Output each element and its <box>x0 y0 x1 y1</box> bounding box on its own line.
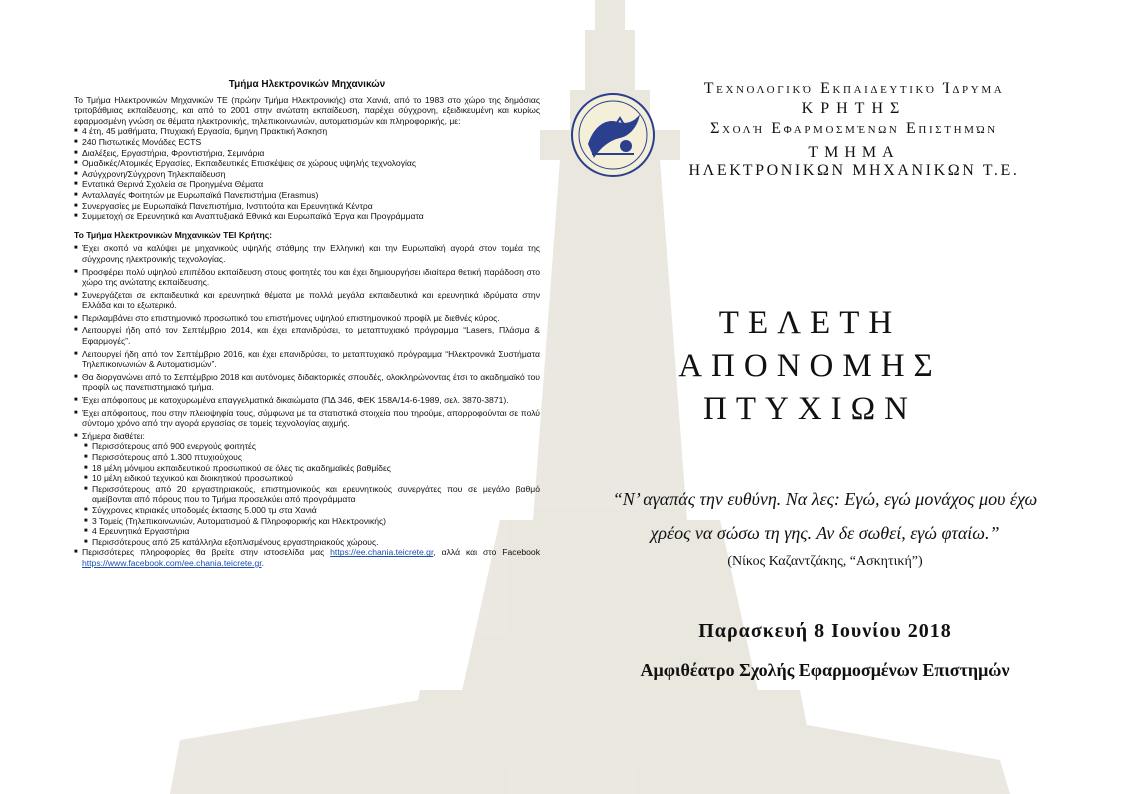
point-item: ■ Έχει απόφοιτους με κατοχυρωμένα επαγγελματικά δικαιώματα (ΠΔ 346, ΦΕΚ 158Α/14-6-1989, σελ. 3870-3871). <box>74 395 540 406</box>
point-item: ■ Προσφέρει πολύ υψηλού επιπέδου εκπαίδευση στους φοιτητές του και έχει δημιουργήσει ιδιαίτερα θετική παράδοση στο χώρο της ανώτατης εκπαίδευσης. <box>74 267 540 288</box>
point-item: ■ Λειτουργεί ήδη από τον Σεπτέμβριο 2014, και έχει επανιδρύσει, το μεταπτυχιακό πρόγραμμα “Lasers, Πλάσμα & Εφαρμογές”. <box>74 325 540 346</box>
feature-item: ■ Συνεργασίες με Ευρωπαϊκά Πανεπιστήμια, Ινστιτούτα και Ερευνητικά Κέντρα <box>74 201 540 212</box>
school-name: Σχολή Εφαρμοσμένων Επιστημών <box>710 120 998 137</box>
institution-header <box>654 80 1054 180</box>
today-item: ■ Περισσότερους από 900 ενεργούς φοιτητές <box>84 441 540 452</box>
ceremony-title <box>630 302 990 431</box>
institution-seal-icon <box>570 92 656 178</box>
today-label: ■ Σήμερα διαθέτει: <box>74 431 540 442</box>
features-list <box>74 126 540 221</box>
point-item: ■ Έχει σκοπό να καλύψει με μηχανικούς υψηλής στάθμης την Ελληνική και την Ευρωπαϊκή αγορά στον τομέα της σύγχρονης ηλεκτρονικής τεχνολογίας. <box>74 243 540 264</box>
quote-author: (Νίκος Καζαντζάκης, “Ασκητική”) <box>727 554 923 569</box>
event-venue: Αμφιθέατρο Σχολής Εφαρμοσμένων Επιστημών <box>640 660 1010 680</box>
point-item: ■ Λειτουργεί ήδη από τον Σεπτέμβριο 2016, και έχει επανιδρύσει, το μεταπτυχιακό πρόγραμμα “Ηλεκτρονικά Συστήματα Τηλεπικοινωνιών & Αυτοματισμών”. <box>74 349 540 370</box>
website-link[interactable]: https://ee.chania.teicrete.gr <box>330 547 434 558</box>
facebook-link[interactable]: https://www.facebook.com/ee.chania.teicrete.gr <box>82 557 262 568</box>
quote-line: χρέος να σώσω τη γης. Αν δε σωθεί, εγώ φταίω.” <box>650 523 1000 543</box>
feature-item: ■ Διαλέξεις, Εργαστήρια, Φροντιστήρια, Σεμινάρια <box>74 148 540 159</box>
department-name: ΗΛΕΚΤΡΟΝΙΚΩΝ ΜΗΧΑΝΙΚΩΝ Τ.Ε. <box>688 162 1020 179</box>
today-item: ■ 4 Ερευνητικά Εργαστήρια <box>84 526 540 537</box>
feature-item: ■ Εντατικά Θερινά Σχολεία σε Προηγμένα Θέματα <box>74 179 540 190</box>
department-info-column <box>74 80 540 569</box>
quote-line: “Ν’ αγαπάς την ευθύνη. Να λες: Εγώ, εγώ μονάχος μου έχω <box>612 489 1038 509</box>
more-info-list <box>74 547 540 568</box>
ceremony-line: ΤΕΛΕΤΗ <box>718 305 902 341</box>
today-list <box>84 441 540 547</box>
today-item: ■ Περισσότερους από 1.300 πτυχιούχους <box>84 452 540 463</box>
institution-region: ΚΡΗΤΗΣ <box>801 100 907 117</box>
today-item: ■ 3 Τομείς (Τηλεπικοινωνιών, Αυτοματισμού & Πληροφορικής και Ηλεκτρονικής) <box>84 516 540 527</box>
today-item: ■ Περισσότερους από 25 κατάλληλα εξοπλισμένους εργαστηριακούς χώρους. <box>84 537 540 548</box>
feature-item: ■ Ομαδικές/Ατομικές Εργασίες, Εκπαιδευτικές Επισκέψεις σε χώρους υψηλής τεχνολογίας <box>74 158 540 169</box>
feature-item: ■ 4 έτη, 45 μαθήματα, Πτυχιακή Εργασία, 6μηνη Πρακτική Άσκηση <box>74 126 540 137</box>
institution-name: Τεχνολογικό Εκπαιδευτικό Ίδρυμα <box>703 80 1005 97</box>
point-item: ■ Συνεργάζεται σε εκπαιδευτικά και ερευνητικά θέματα με πολλά μεγάλα εκπαιδευτικά και ερευνητικά ιδρύματα στην Ελλάδα και το εξωτερικό. <box>74 290 540 311</box>
feature-item: ■ Ανταλλαγές Φοιτητών με Ευρωπαϊκά Πανεπιστήμια (Erasmus) <box>74 190 540 201</box>
department-title: Τμήμα Ηλεκτρονικών Μηχανικών <box>228 79 386 90</box>
cover-column <box>570 0 1110 794</box>
quote <box>590 482 1060 550</box>
today-item: ■ 18 μέλη μόνιμου εκπαιδευτικού προσωπικού σε όλες τις ακαδημαϊκές βαθμίδες <box>84 463 540 474</box>
event-date: Παρασκευή 8 Ιουνίου 2018 <box>698 620 952 642</box>
points-list <box>74 243 540 441</box>
point-item: ■ Έχει απόφοιτους, που στην πλειοψηφία τους, σύμφωνα με τα στατιστικά στοιχεία που τηρούμε, απορροφούνται σε πολύ σύντομο χρόνο από την αγορά εργασίας σε τομείς τεχνολογίας αιχμής. <box>74 408 540 429</box>
department-intro: Το Τμήμα Ηλεκτρονικών Μηχανικών ΤΕ (πρώην Τμήμα Ηλεκτρονικής) στα Χανιά, από το 1983 στο χώρο της δημόσιας τριτοβάθμιας εκπαίδευσης, και από το 2001 στην ανώτατη εκπαίδευση, παρέχει σύγχρονη, εξειδικευμένη και κυρίως εφαρμοσμένη γνώση σε θέματα ηλεκτρονικής, τηλεπικοινωνιών, αυτοματισμών και πληροφορικής, με: <box>74 94 540 126</box>
today-item: ■ 10 μέλη ειδικού τεχνικού και διοικητικού προσωπικού <box>84 473 540 484</box>
today-item: ■ Σύγχρονες κτιριακές υποδομές έκτασης 5.000 τμ στα Χανιά <box>84 505 540 516</box>
feature-item: ■ Ασύγχρονη/Σύγχρονη Τηλεκπαίδευση <box>74 169 540 180</box>
feature-item: ■ 240 Πιστωτικές Μονάδες ECTS <box>74 137 540 148</box>
ceremony-line: ΠΤΥΧΙΩΝ <box>703 391 917 427</box>
point-item: ■ Θα διοργανώνει από το Σεπτέμβριο 2018 και αυτόνομες διδακτορικές σπουδές, ολοκληρώνοντας έτσι το ακαδημαϊκό του προφίλ ως πανεπιστημιακό τμήμα. <box>74 372 540 393</box>
more-info-mid: , αλλά και στο Facebook <box>433 547 540 558</box>
feature-item: ■ Συμμετοχή σε Ερευνητικά και Αναπτυξιακά Εθνικά και Ευρωπαϊκά Έργα και Προγράμματα <box>74 211 540 222</box>
more-info-text: Περισσότερες πληροφορίες θα βρείτε στην ιστοσελίδα μας <box>82 547 331 558</box>
department-subtitle: Το Τμήμα Ηλεκτρονικών Μηχανικών ΤΕΙ Κρήτης: <box>74 229 273 240</box>
department-label: ΤΜΗΜΑ <box>808 144 900 161</box>
more-info-end: . <box>261 557 264 568</box>
more-info-item <box>74 547 540 568</box>
ceremony-line: ΑΠΟΝΟΜΗΣ <box>678 348 942 384</box>
point-item: ■ Περιλαμβάνει στο επιστημονικό προσωπικό του επιστήμονες υψηλού επιστημονικού προφίλ με διεθνές κύρος. <box>74 313 540 324</box>
today-item: ■ Περισσότερους από 20 εργαστηριακούς, επιστημονικούς και ερευνητικούς συνεργάτες που σε μεγάλο βαθμό αμείβονται από πόρους που το Τμήμα προσελκύει από προγράμματα <box>84 484 540 505</box>
